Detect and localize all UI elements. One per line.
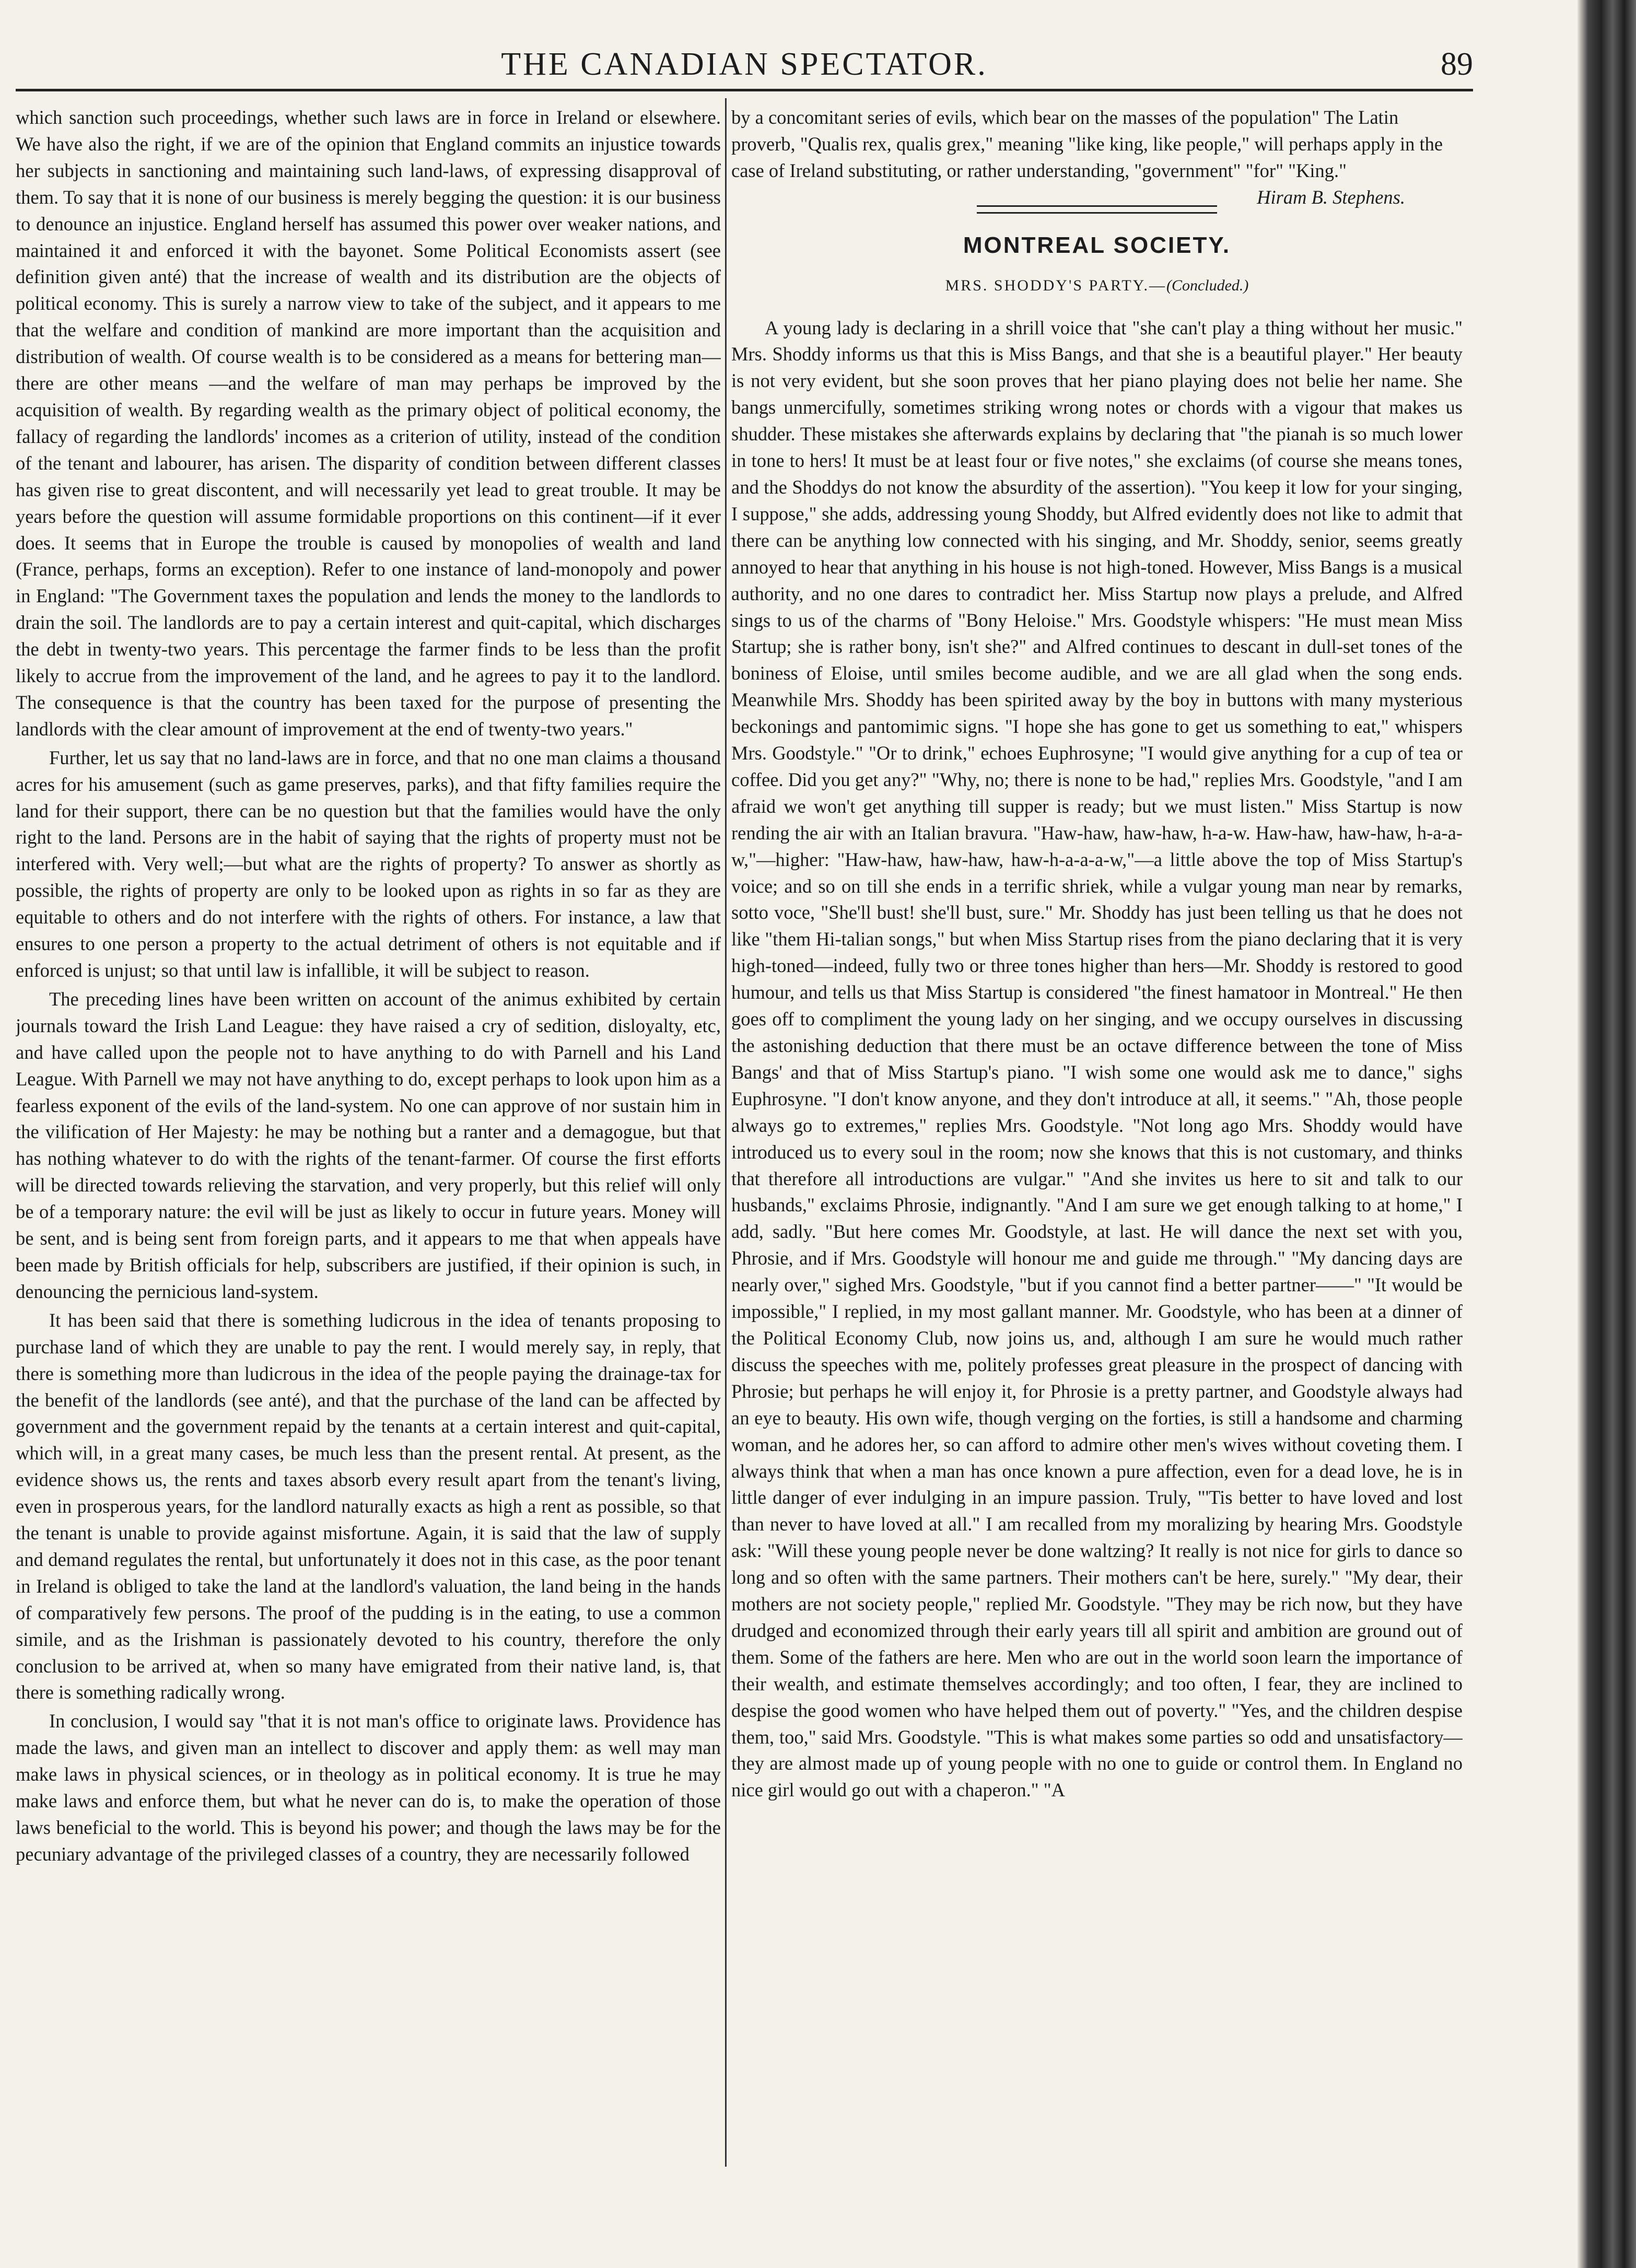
page-number: 89 (1441, 46, 1473, 82)
article-paragraph: The preceding lines have been written on account of the animus exhibited by certain journals toward the Irish Land League: they have raised a cry of sedition, disloyalty, etc, and have called upon the people not to have anything to do with Parnell and his Land League. With Parnell we may not have anything to do, except perhaps to look upon him as a fearless exponent of the evils of the land-system. No one can approve of nor sustain him in the vilification of Her Majesty: he may be nothing but a ranter and a demagogue, but that has nothing whatever to do with the rights of the tenant-farmer. Of course the first efforts will be directed towards relieving the starvation, and very properly, but this relief will only be of a temporary nature: the evil will be just as likely to occur in future years. Money will be sent, and is being sent from foreign parts, and it appears to me that when appeals have been made by British officials for help, subscribers are justified, if their opinion is such, in denouncing the pernicious land-system. (16, 988, 721, 1302)
article-paragraph: Further, let us say that no land-laws are in force, and that no one man claims a thousand acres for his amusement (such as game preserves, parks), and that fifty families require the land for their support, there can be no question but that the families would have the only right to the land. Persons are in the habit of saying that the rights of property must not be interfered with. Very well;—but what are the rights of property? To answer as shortly as possible, the rights of property are only to be looked upon as rights in so far as they are equitable to others and do not interfere with the rights of others. For instance, a law that ensures to one person a property to the actual detriment of others is not equitable and if enforced is unjust; so that until law is infallible, it will be subject to reason. (16, 746, 721, 981)
section-subtitle (731, 273, 1463, 299)
article-paragraph: A young lady is declaring in a shrill voice that "she can't play a thing without her music." Mrs. Shoddy informs us that this is Miss Bangs, and that she is a beautiful player." Her beauty is not very evident, but she soon proves that her piano playing does not belie her name. She bangs unmercifully, sometimes striking wrong notes or chords with a vigour that makes us shudder. These mistakes she afterwards explains by declaring that "the pianah is so much lower in tone to hers! It must be at least four or five notes," she exclaims (of course she means tones, and the Shoddys do not know the absurdity of the assertion). "You keep it low for your singing, I suppose," she adds, addressing young Shoddy, but Alfred evidently does not like to admit that there can be anything low connected with his singing, and Mr. Shoddy, senior, seems greatly annoyed to hear that anything in his house is not high-toned. However, Miss Bangs is a musical authority, and no one dares to contradict her. Miss Startup now plays a prelude, and Alfred sings to us of the charms of "Bony Heloise." Mrs. Goodstyle whispers: "He must mean Miss Startup; she is rather bony, isn't she?" and Alfred continues to descant in dull-set tones of the boniness of Eloise, until smiles become audible, and we are all glad when the song ends. Meanwhile Mrs. Shoddy has been spirited away by the boy in buttons with many mysterious beckonings and pantomimic signs. "I hope she has gone to get us something to eat," whispers Mrs. Goodstyle." "Or to drink," echoes Euphrosyne; "I would give anything for a cup of tea or coffee. Did you get any?" "Why, no; there is none to be had," replies Mrs. Goodstyle, "and I am afraid we won't get anything till supper is ready; but we must listen." Miss Startup is now rending the air with an Italian bravura. "Haw-haw, haw-haw, h-a-w. Haw-haw, haw-haw, h-a-a-w,"—higher: "Haw-haw, haw-haw, haw-h-a-a-a-w,"—a little above the top of Miss Startup's voice; and so on till she ends in a terrific shriek, while a vulgar young man near by remarks, sotto voce, "She'll bust! she'll bust, sure." Mr. Shoddy has just been telling us that he does not like "them Hi-talian songs," but when Miss Startup rises from the piano declaring that it is very high-toned—indeed, fully two or three tones higher than hers—Mr. Shoddy is restored to good humour, and tells us that Miss Startup is considered "the finest hamatoor in Montreal." He then goes off to compliment the young lady on her singing, and we occupy ourselves in discussing the astonishing deduction that there must be an octave difference between the tone of Miss Bangs' and that of Miss Startup's piano. "I wish some one would ask me to dance," sighs Euphrosyne. "I don't know anyone, and they don't introduce at all, it seems." "Ah, those people always go to extremes," replies Mrs. Goodstyle. "Not long ago Mrs. Shoddy would have introduced us to every soul in the room; now she knows that this is not customary, and thinks that therefore all introductions are vulgar." "And she invites us here to sit and talk to our husbands," exclaims Phrosie, indignantly. "And I am sure we get enough talking to at home," I add, sadly. "But here comes Mr. Goodstyle, at last. He will dance the next set with you, Phrosie, and if Mrs. Goodstyle will honour me and guide me through." "My dancing days are nearly over," sighed Mrs. Goodstyle, "but if you cannot find a better partner——" "It would be impossible," I replied, in my most gallant manner. Mr. Goodstyle, who has been at a dinner of the Political Economy Club, now joins us, and, although I am sure he would much rather discuss the speeches with me, politely professes great pleasure in the prospect of dancing with Phrosie; but perhaps he will enjoy it, for Phrosie is a pretty partner, and Goodstyle always had an eye to beauty. His own wife, though verging on the forties, is still a handsome and charming woman, and he adores her, so can afford to admire other men's wives without coveting them. I always think that when a man has once known a pure affection, even for a dead love, he is in little danger of ever indulging in an impure passion. Truly, "'Tis better to have loved and lost than never to have loved at all." I am recalled from my moralizing by hearing Mrs. Goodstyle ask: "Will these young people never be done waltzing? It really is not nice for girls to dance so long and so often with the same partners. Their mothers can't be here, surely." "My dear, their mothers are not society people," replied Mr. Goodstyle. "They may be rich now, but they have drudged and economized through their early years till all spirit and ambition are ground out of them. Some of the fathers are here. Men who are out in the world soon learn the importance of their wealth, and estimate themselves accordingly; and too often, I fear, they are inclined to despise the good women who have helped them out of poverty." "Yes, and the children despise them, too," said Mrs. Goodstyle. "This is what makes some parties so odd and unsatisfactory—they are almost made up of young people with no one to guide or control them. In England no nice girl would go out with a chaperon." "A (731, 317, 1463, 1801)
article-paragraph: which sanction such proceedings, whether such laws are in force in Ireland or elsewhere. We have also the right, if we are of the opinion that England commits an injustice towards her subjects in sanctioning and maintaining such land-laws, of expressing disapproval of them. To say that it is none of our business is merely begging the question: it is our business to denounce an injustice. England herself has assumed this power over weaker nations, and maintained it and enforced it with the bayonet. Some Political Economists assert (see definition given anté) that the increase of wealth and its distribution are the objects of political economy. This is surely a narrow view to take of the subject, and it appears to me that the welfare and condition of mankind are more important than the acquisition and distribution of wealth. Of course wealth is to be considered as a means for bettering man—there are other means —and the welfare of man may perhaps be improved by the acquisition of wealth. By regarding wealth as the primary object of political economy, the fallacy of regarding the landlords' incomes as a criterion of utility, instead of the condition of the tenant and labourer, has arisen. The disparity of condition between different classes has given rise to great discontent, and will necessarily yet lead to great trouble. It may be years before the question will assume formidable proportions on this continent—if it ever does. It seems that in Europe the trouble is caused by monopolies of wealth and land (France, perhaps, forms an exception). Refer to one instance of land-monopoly and power in England: "The Government taxes the population and lends the money to the landlords to drain the soil. The landlords are to pay a certain interest and quit-capital, which discharges the debt in twenty-two years. This percentage the farmer finds to be less than the profit likely to accrue from the improvement of the land, and he agrees to pay it to the landlord. The consequence is that the country has been taxed for the purpose of presenting the landlords with the clear amount of improvement at the end of twenty-two years." (16, 107, 721, 740)
header-rule (16, 89, 1473, 91)
article-paragraph: In conclusion, I would say "that it is not man's office to originate laws. Providence has made the laws, and given man an intellect to discover and apply them: as well may man make laws in physical sciences, or in theology as in political economy. It is true he may make laws and enforce them, but what he never can do is, to make the operation of those laws beneficial to the world. This is beyond his power; and though the laws may be for the pecuniary advantage of the privileged classes of a country, they are necessarily followed (16, 1710, 721, 1865)
left-column (16, 104, 721, 2236)
article-paragraph: It has been said that there is something ludicrous in the idea of tenants proposing to purchase land of which they are unable to pay the rent. I would merely say, in reply, that there is something more than ludicrous in the idea of the people paying the drainage-tax for the benefit of the landlords (see anté), and that the purchase of the land can be affected by government and the government repaid by the tenants at a certain interest and quit-capital, which will, in a great many cases, be much less than the present rental. At present, as the evidence shows us, the rents and taxes absorb every result apart from the tenant's living, even in prosperous years, for the landlord naturally exacts as high a rent as possible, so that the tenant is unable to provide against misfortune. Again, it is said that the law of supply and demand regulates the rental, but unfortunately it does not in this case, as the poor tenant in Ireland is obliged to take the land at the landlord's valuation, the land being in the hands of comparatively few persons. The proof of the pudding is in the eating, to use a common simile, and as the Irishman is passionately devoted to his country, therefore the only conclusion to be arrived at, when so many have emigrated from their native land, is, that there is something radically wrong. (16, 1309, 721, 1703)
right-column (731, 104, 1463, 2236)
column-divider (725, 98, 727, 2167)
subtitle-note: (Concluded.) (1166, 276, 1249, 294)
subtitle-text: MRS. SHODDY'S PARTY.— (945, 276, 1166, 294)
continuation-text: by a concomitant series of evils, which bear on the masses of the population" The Latin proverb, "Qualis rex, qualis grex," meaning "like king, like people," will perhaps apply in the case of Ireland substituting, or rather understanding, "government" "for" "King." (731, 107, 1443, 181)
binding-edge (1577, 0, 1636, 2268)
masthead (16, 46, 1473, 83)
section-divider (977, 205, 1217, 214)
section-title: MONTREAL SOCIETY. (963, 232, 1231, 258)
newspaper-title: THE CANADIAN SPECTATOR. (501, 46, 988, 82)
author-signature: Hiram B. Stephens. (1257, 186, 1405, 208)
article-continuation (731, 104, 1463, 208)
